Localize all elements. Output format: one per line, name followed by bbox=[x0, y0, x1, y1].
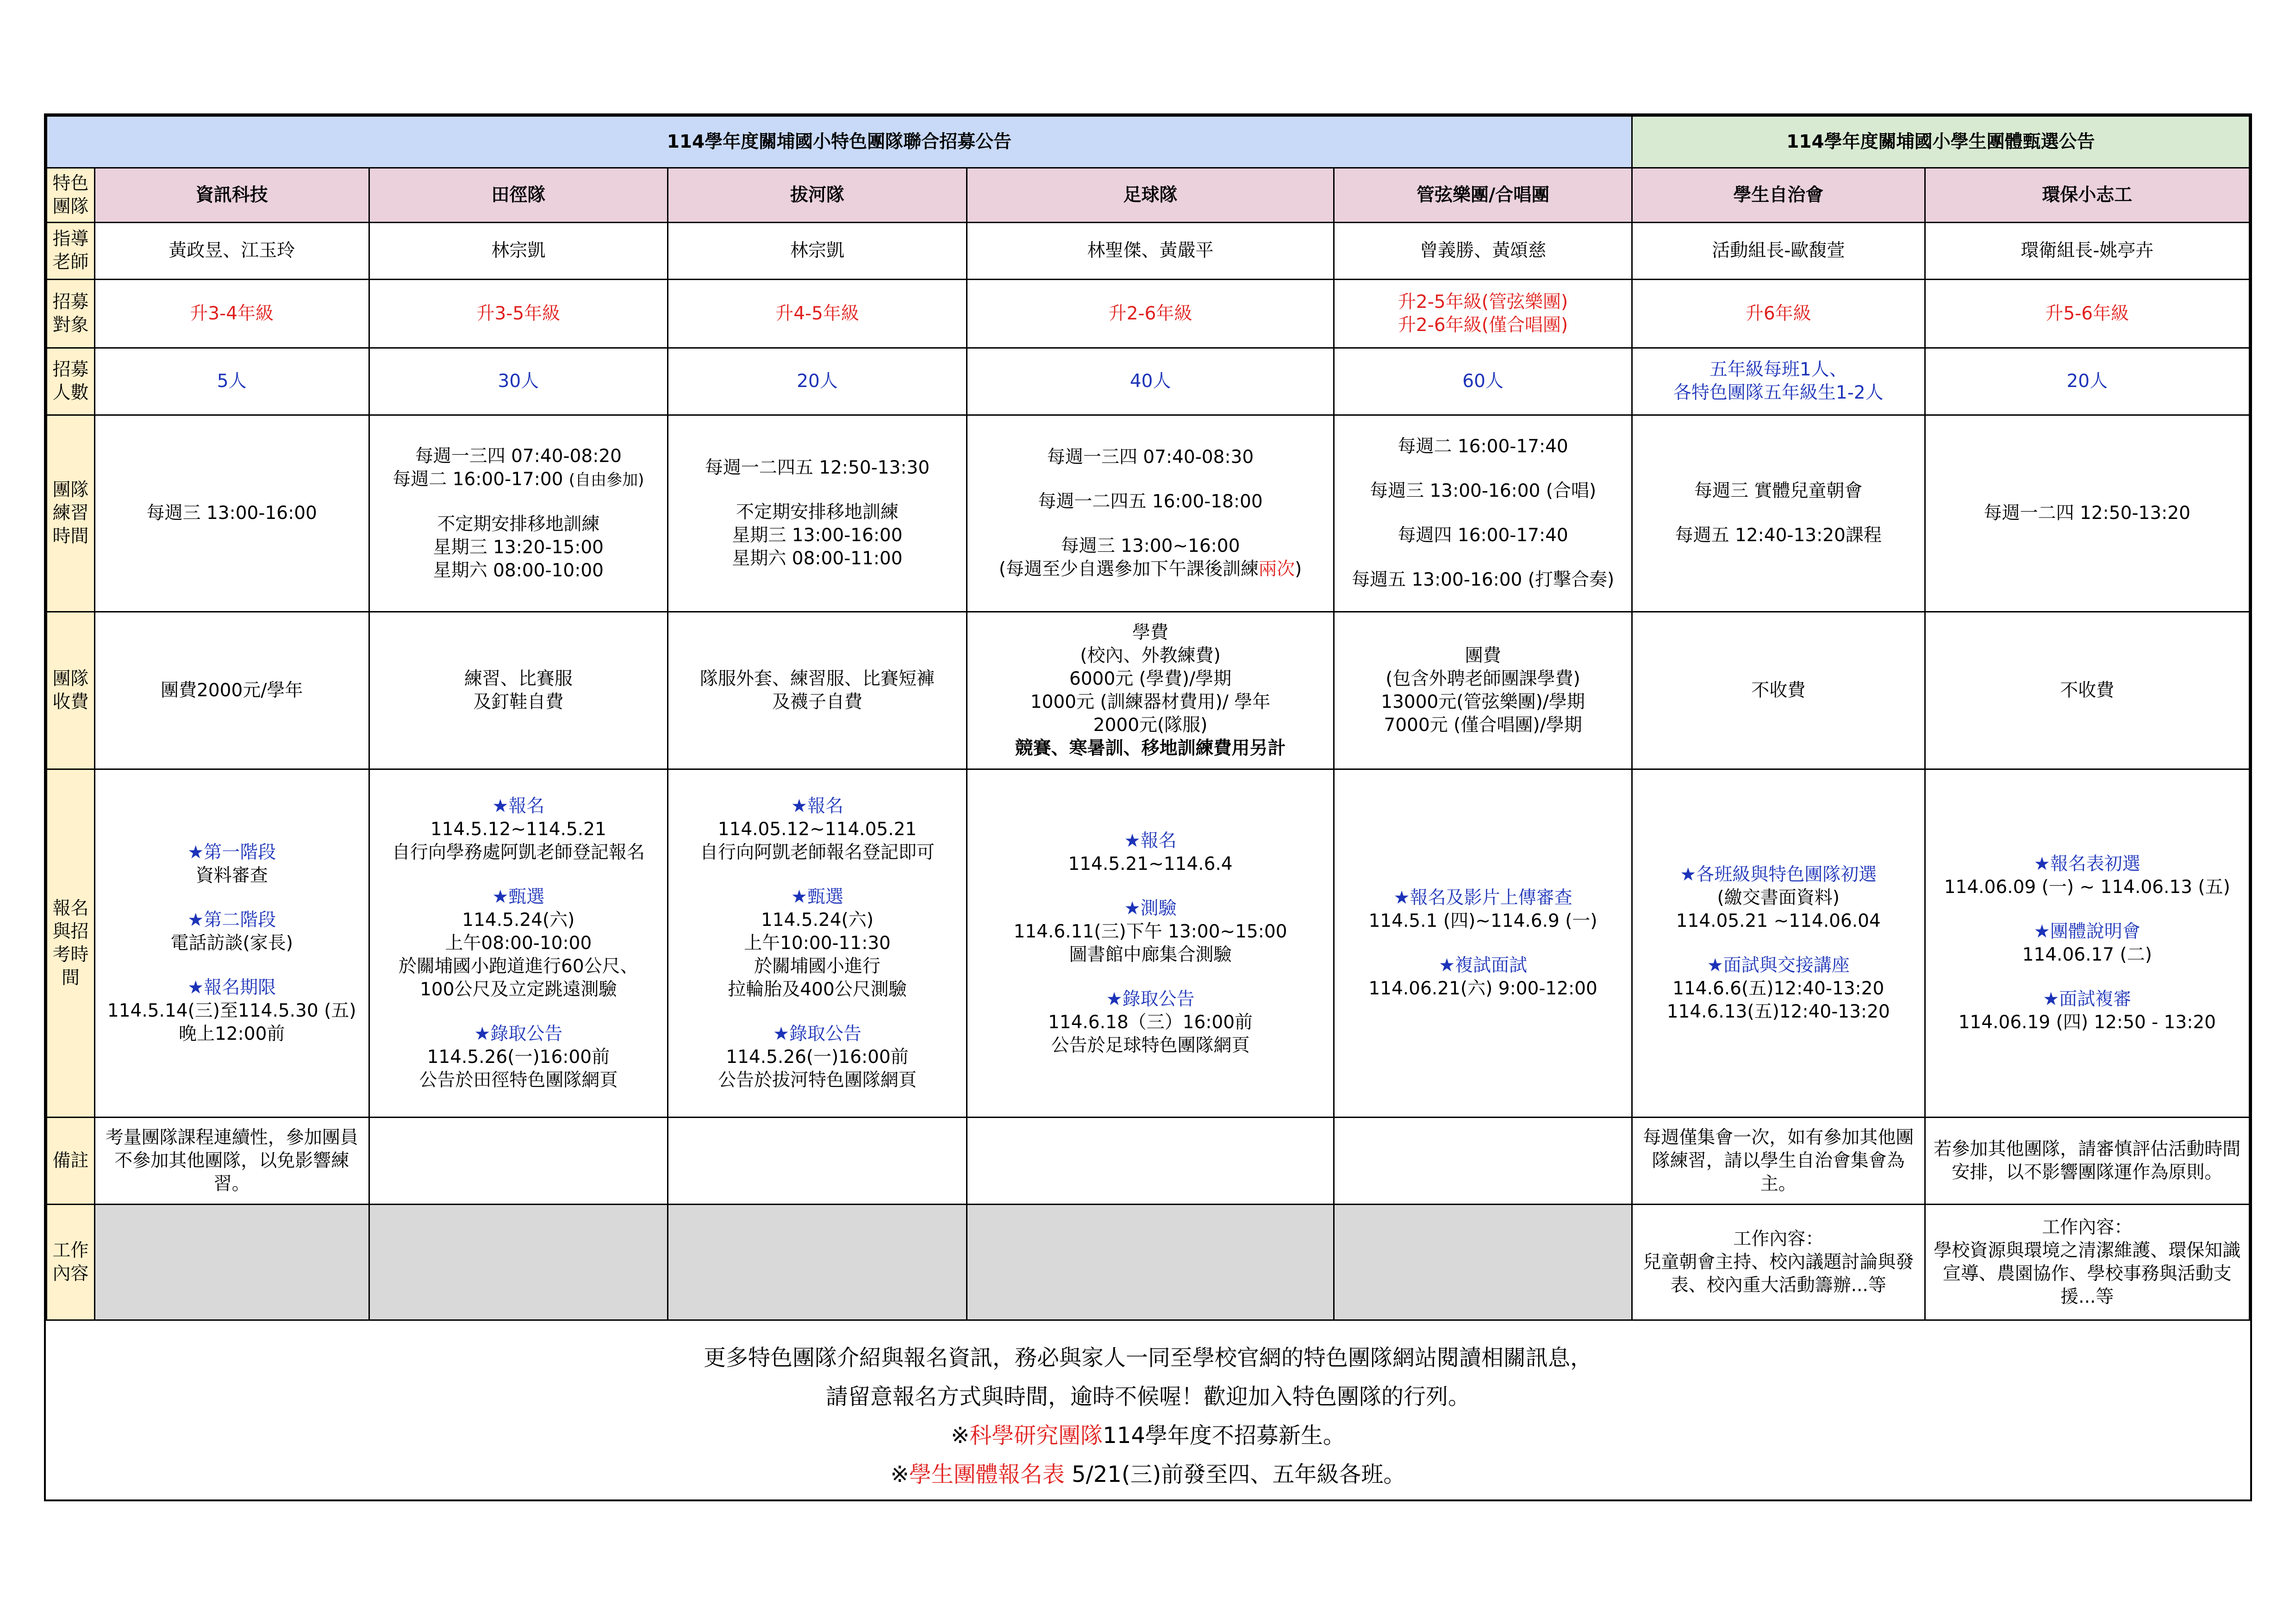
signup-tugofwar-select-line4: 拉輪胎及400公尺測驗 bbox=[728, 979, 907, 1000]
work-eco-text: 學校資源與環境之清潔維護、環保知識宣導、農園協作、學校事務與活動支援...等 bbox=[1934, 1240, 2241, 1307]
fee-orchestra-line1: 團費 bbox=[1465, 645, 1501, 666]
fee-soccer-line3: 6000元 (學費)/學期 bbox=[1069, 668, 1232, 689]
label-work: 工作內容 bbox=[47, 1205, 95, 1320]
footer-line4 bbox=[46, 1455, 2250, 1494]
work-eco bbox=[1925, 1205, 2249, 1320]
signup-track-select-line1: 114.5.24(六) bbox=[462, 909, 575, 931]
signup-tugofwar-result-line2: 公告於拔河特色團隊網頁 bbox=[718, 1069, 917, 1091]
work-council-text: 兒童朝會主持、校內議題討論與發表、校內重大活動籌辦...等 bbox=[1643, 1251, 1914, 1296]
fee-soccer-line2: (校內、外教練費) bbox=[1080, 645, 1221, 666]
work-eco-label: 工作內容： bbox=[2042, 1217, 2133, 1238]
team-head-council: 學生自治會 bbox=[1632, 168, 1925, 223]
title-student-groups: 114學年度關埔國小學生團體甄選公告 bbox=[1632, 116, 2249, 168]
signup-soccer-register-head: ★報名 bbox=[1124, 830, 1177, 851]
signup-soccer-result-line2: 公告於足球特色團隊網頁 bbox=[1051, 1035, 1250, 1056]
recruitment-table bbox=[46, 115, 2250, 1321]
signup-it-deadline-head: ★報名期限 bbox=[187, 977, 276, 998]
label-time: 團隊練習時間 bbox=[47, 415, 95, 612]
target-council: 升6年級 bbox=[1632, 280, 1925, 348]
signup-track-register-line1: 114.5.12~114.5.21 bbox=[430, 818, 606, 840]
work-council bbox=[1632, 1205, 1925, 1320]
footer-line3-highlight: 科學研究團隊 bbox=[969, 1423, 1103, 1449]
count-soccer: 40人 bbox=[967, 348, 1334, 415]
time-soccer bbox=[967, 415, 1334, 612]
signup-soccer bbox=[967, 769, 1334, 1118]
work-it-blank bbox=[94, 1205, 369, 1320]
team-head-tugofwar: 拔河隊 bbox=[668, 168, 967, 223]
footer-line3-prefix: ※ bbox=[951, 1423, 970, 1449]
fee-track-line2: 及釘鞋自費 bbox=[473, 691, 564, 712]
signup-it bbox=[94, 769, 369, 1118]
count-council-line1: 五年級每班1人、 bbox=[1709, 359, 1847, 380]
team-head-it: 資訊科技 bbox=[94, 168, 369, 223]
fee-orchestra-line2: (包含外聘老師團課學費) bbox=[1385, 668, 1580, 689]
signup-eco-briefing-head: ★團體說明會 bbox=[2034, 921, 2140, 942]
time-soccer-line2: 每週一二四五 16:00-18:00 bbox=[1038, 491, 1263, 512]
note-track bbox=[369, 1118, 668, 1205]
signup-council-interview-head: ★面試與交接講座 bbox=[1707, 955, 1850, 976]
note-council: 每週僅集會一次，如有參加其他團隊練習，請以學生自治會集會為主。 bbox=[1632, 1118, 1925, 1205]
time-track-line2 bbox=[374, 468, 663, 492]
signup-tugofwar-register-line1: 114.05.12~114.05.21 bbox=[718, 818, 917, 840]
signup-eco-prelim-line1: 114.06.09 (一) ~ 114.06.13 (五) bbox=[1944, 876, 2230, 898]
fee-orchestra bbox=[1334, 612, 1632, 769]
target-eco: 升5-6年級 bbox=[1925, 280, 2249, 348]
count-council bbox=[1632, 348, 1925, 415]
count-eco: 20人 bbox=[1925, 348, 2249, 415]
time-council-line1: 每週三 實體兒童朝會 bbox=[1694, 481, 1863, 501]
signup-orchestra-interview-head: ★複試面試 bbox=[1439, 955, 1528, 976]
signup-orchestra-register-line1: 114.5.1 (四)~114.6.9 (一) bbox=[1368, 910, 1597, 931]
signup-soccer-test-head: ★測驗 bbox=[1124, 898, 1177, 919]
signup-tugofwar-select-line3: 於關埔國小進行 bbox=[754, 956, 881, 977]
fee-soccer-line6: 競賽、寒暑訓、移地訓練費用另計 bbox=[1015, 737, 1286, 759]
note-orchestra bbox=[1334, 1118, 1632, 1205]
count-council-line2: 各特色團隊五年級生1-2人 bbox=[1673, 382, 1884, 403]
time-eco: 每週一二四 12:50-13:20 bbox=[1925, 415, 2249, 612]
time-orchestra-line2: 每週三 13:00-16:00 (合唱) bbox=[1370, 481, 1597, 501]
signup-track-select-line4: 100公尺及立定跳遠測驗 bbox=[420, 979, 617, 1000]
teacher-it: 黃政昱、江玉玲 bbox=[94, 223, 369, 280]
footer-line3 bbox=[46, 1416, 2250, 1455]
team-head-orchestra: 管弦樂團/合唱團 bbox=[1334, 168, 1632, 223]
label-target: 招募對象 bbox=[47, 280, 95, 348]
target-orchestra-line1: 升2-5年級(管弦樂團) bbox=[1398, 291, 1568, 312]
signup-tugofwar-select-line2: 上午10:00-11:30 bbox=[744, 932, 891, 954]
note-it: 考量團隊課程連續性，參加團員不參加其他團隊，以免影響練習。 bbox=[94, 1118, 369, 1205]
signup-track-select-head: ★甄選 bbox=[492, 886, 545, 907]
fee-tugofwar bbox=[668, 612, 967, 769]
footer-line3-rest: 114學年度不招募新生。 bbox=[1103, 1423, 1345, 1449]
signup-tugofwar-result-head: ★錄取公告 bbox=[773, 1023, 862, 1044]
signup-it-stage1-text: 資料審查 bbox=[195, 865, 268, 886]
count-it: 5人 bbox=[94, 348, 369, 415]
signup-tugofwar-select-line1: 114.5.24(六) bbox=[761, 909, 874, 931]
fee-track-line1: 練習、比賽服 bbox=[464, 668, 573, 689]
signup-tugofwar-result-line1: 114.5.26(一)16:00前 bbox=[726, 1046, 909, 1068]
footer-line4-rest: 5/21(三)前發至四、五年級各班。 bbox=[1064, 1462, 1406, 1487]
time-soccer-line4c: ) bbox=[1295, 559, 1302, 580]
teacher-council: 活動組長-歐馥萱 bbox=[1632, 223, 1925, 280]
announcement-sheet bbox=[44, 113, 2252, 1501]
fee-eco: 不收費 bbox=[1925, 612, 2249, 769]
time-it: 每週三 13:00-16:00 bbox=[94, 415, 369, 612]
time-orchestra bbox=[1334, 415, 1632, 612]
signup-soccer-test-line1: 114.6.11(三)下午 13:00~15:00 bbox=[1013, 921, 1287, 942]
signup-it-deadline-line2: 晚上12:00前 bbox=[179, 1023, 285, 1044]
work-council-label: 工作內容： bbox=[1733, 1228, 1824, 1249]
signup-track-result-head: ★錄取公告 bbox=[474, 1023, 563, 1044]
signup-it-stage2-text: 電話訪談(家長) bbox=[170, 932, 293, 954]
footer-line1: 更多特色團隊介紹與報名資訊，務必與家人一同至學校官網的特色團隊網站閱讀相關訊息， bbox=[703, 1345, 1592, 1371]
signup-tugofwar-select-head: ★甄選 bbox=[791, 886, 844, 907]
signup-it-stage2-head: ★第二階段 bbox=[187, 909, 276, 931]
time-soccer-line4a: (每週至少自選參加下午課後訓練 bbox=[998, 559, 1259, 580]
time-track-line2-main: 每週二 16:00-17:00 bbox=[393, 468, 563, 490]
label-fee: 團隊收費 bbox=[47, 612, 95, 769]
fee-track bbox=[369, 612, 668, 769]
signup-it-stage1-head: ★第一階段 bbox=[187, 842, 276, 863]
time-orchestra-line4: 每週五 13:00-16:00 (打擊合奏) bbox=[1352, 569, 1615, 590]
note-tugofwar bbox=[668, 1118, 967, 1205]
signup-council-interview-line1: 114.6.6(五)12:40-13:20 bbox=[1672, 978, 1884, 999]
time-soccer-line4 bbox=[972, 558, 1329, 581]
note-eco: 若參加其他團隊，請審慎評估活動時間安排，以不影響團隊運作為原則。 bbox=[1925, 1118, 2249, 1205]
teacher-eco: 環衛組長-姚亭卉 bbox=[1925, 223, 2249, 280]
time-track-line2-note: (自由參加) bbox=[568, 470, 644, 489]
target-soccer: 升2-6年級 bbox=[967, 280, 1334, 348]
label-signup: 報名與招考時間 bbox=[47, 769, 95, 1118]
signup-orchestra-interview-line1: 114.06.21(六) 9:00-12:00 bbox=[1368, 978, 1597, 999]
signup-orchestra-register-head: ★報名及影片上傳審查 bbox=[1393, 887, 1572, 908]
teacher-tugofwar: 林宗凱 bbox=[668, 223, 967, 280]
time-soccer-line3: 每週三 13:00~16:00 bbox=[1061, 536, 1240, 556]
signup-track-result-line1: 114.5.26(一)16:00前 bbox=[427, 1046, 610, 1068]
signup-track-result-line2: 公告於田徑特色團隊網頁 bbox=[419, 1069, 618, 1091]
signup-soccer-test-line2: 圖書館中廊集合測驗 bbox=[1069, 944, 1232, 965]
signup-track-register-line2: 自行向學務處阿凱老師登記報名 bbox=[392, 842, 645, 863]
footer-line4-prefix: ※ bbox=[890, 1462, 909, 1487]
signup-soccer-result-line1: 114.6.18（三）16:00前 bbox=[1048, 1012, 1253, 1033]
signup-soccer-result-head: ★錄取公告 bbox=[1106, 988, 1195, 1010]
signup-eco-review-head: ★面試複審 bbox=[2043, 988, 2132, 1010]
time-tugofwar-line2: 不定期安排移地訓練 bbox=[736, 502, 899, 523]
teacher-track: 林宗凱 bbox=[369, 223, 668, 280]
fee-it: 團費2000元/學年 bbox=[94, 612, 369, 769]
team-head-track: 田徑隊 bbox=[369, 168, 668, 223]
footer-line2: 請留意報名方式與時間，逾時不候喔！歡迎加入特色團隊的行列。 bbox=[825, 1384, 1470, 1410]
signup-council-prelim-line2: 114.05.21 ~114.06.04 bbox=[1676, 910, 1881, 931]
fee-soccer-line1: 學費 bbox=[1132, 622, 1169, 643]
fee-orchestra-line4: 7000元 (僅合唱團)/學期 bbox=[1384, 714, 1582, 736]
fee-tugofwar-line1: 隊服外套、練習服、比賽短褲 bbox=[700, 668, 935, 689]
time-soccer-line4-red: 兩次 bbox=[1259, 559, 1295, 580]
fee-orchestra-line3: 13000元(管弦樂團)/學期 bbox=[1381, 691, 1585, 712]
work-soccer-blank bbox=[967, 1205, 1334, 1320]
fee-soccer-line4: 1000元 (訓練器材費用)/ 學年 bbox=[1030, 691, 1271, 712]
signup-eco bbox=[1925, 769, 2249, 1118]
signup-council-interview-line2: 114.6.13(五)12:40-13:20 bbox=[1666, 1001, 1890, 1022]
time-track-line1: 每週一三四 07:40-08:20 bbox=[415, 445, 622, 467]
time-track-line4: 星期三 13:20-15:00 bbox=[433, 537, 604, 558]
time-track-line3: 不定期安排移地訓練 bbox=[437, 513, 600, 535]
target-tugofwar: 升4-5年級 bbox=[668, 280, 967, 348]
note-soccer bbox=[967, 1118, 1334, 1205]
teacher-orchestra: 曾義勝、黃頌慈 bbox=[1334, 223, 1632, 280]
target-orchestra-line2: 升2-6年級(僅合唱團) bbox=[1398, 314, 1568, 336]
footer-notice bbox=[46, 1317, 2250, 1499]
target-track: 升3-5年級 bbox=[369, 280, 668, 348]
signup-track-select-line2: 上午08:00-10:00 bbox=[445, 932, 592, 954]
target-it: 升3-4年級 bbox=[94, 280, 369, 348]
time-soccer-line1: 每週一三四 07:40-08:30 bbox=[1047, 447, 1254, 468]
title-special-teams: 114學年度關埔國小特色團隊聯合招募公告 bbox=[47, 116, 1632, 168]
time-council-line2: 每週五 12:40-13:20課程 bbox=[1675, 525, 1882, 546]
signup-tugofwar bbox=[668, 769, 967, 1118]
signup-orchestra bbox=[1334, 769, 1632, 1118]
signup-track-register-head: ★報名 bbox=[492, 795, 545, 817]
count-tugofwar: 20人 bbox=[668, 348, 967, 415]
target-orchestra bbox=[1334, 280, 1632, 348]
label-teacher: 指導老師 bbox=[47, 223, 95, 280]
signup-it-deadline-line1: 114.5.14(三)至114.5.30 (五) bbox=[107, 1000, 356, 1021]
teacher-soccer: 林聖傑、黃嚴平 bbox=[967, 223, 1334, 280]
count-track: 30人 bbox=[369, 348, 668, 415]
time-orchestra-line3: 每週四 16:00-17:40 bbox=[1398, 525, 1568, 546]
label-count: 招募人數 bbox=[47, 348, 95, 415]
fee-soccer-line5: 2000元(隊服) bbox=[1093, 714, 1208, 736]
fee-soccer bbox=[967, 612, 1334, 769]
signup-track bbox=[369, 769, 668, 1118]
time-tugofwar-line4: 星期六 08:00-11:00 bbox=[732, 548, 903, 569]
signup-council bbox=[1632, 769, 1925, 1118]
time-tugofwar-line1: 每週一二四五 12:50-13:30 bbox=[705, 457, 930, 478]
time-orchestra-line1: 每週二 16:00-17:40 bbox=[1398, 436, 1568, 457]
signup-soccer-register-line1: 114.5.21~114.6.4 bbox=[1068, 853, 1233, 874]
footer-line4-highlight: 學生團體報名表 bbox=[909, 1462, 1065, 1487]
team-head-eco: 環保小志工 bbox=[1925, 168, 2249, 223]
signup-track-select-line3: 於關埔國小跑道進行60公尺、 bbox=[399, 956, 638, 977]
time-council bbox=[1632, 415, 1925, 612]
label-team: 特色團隊 bbox=[47, 168, 95, 223]
work-orchestra-blank bbox=[1334, 1205, 1632, 1320]
time-track-line5: 星期六 08:00-10:00 bbox=[433, 560, 604, 581]
signup-council-prelim-line1: (繳交書面資料) bbox=[1717, 887, 1840, 908]
signup-eco-review-line1: 114.06.19 (四) 12:50 - 13:20 bbox=[1958, 1012, 2216, 1033]
signup-council-prelim-head: ★各班級與特色團隊初選 bbox=[1680, 864, 1877, 885]
signup-tugofwar-register-head: ★報名 bbox=[791, 795, 844, 817]
time-tugofwar bbox=[668, 415, 967, 612]
work-tugofwar-blank bbox=[668, 1205, 967, 1320]
fee-council: 不收費 bbox=[1632, 612, 1925, 769]
team-head-soccer: 足球隊 bbox=[967, 168, 1334, 223]
count-orchestra: 60人 bbox=[1334, 348, 1632, 415]
time-tugofwar-line3: 星期三 13:00-16:00 bbox=[732, 525, 903, 546]
work-track-blank bbox=[369, 1205, 668, 1320]
fee-tugofwar-line2: 及襪子自費 bbox=[772, 691, 863, 712]
time-track bbox=[369, 415, 668, 612]
signup-tugofwar-register-line2: 自行向阿凱老師報名登記即可 bbox=[700, 842, 935, 863]
signup-eco-briefing-line1: 114.06.17 (二) bbox=[2022, 944, 2152, 965]
label-note: 備註 bbox=[47, 1118, 95, 1205]
signup-eco-prelim-head: ★報名表初選 bbox=[2034, 853, 2140, 874]
